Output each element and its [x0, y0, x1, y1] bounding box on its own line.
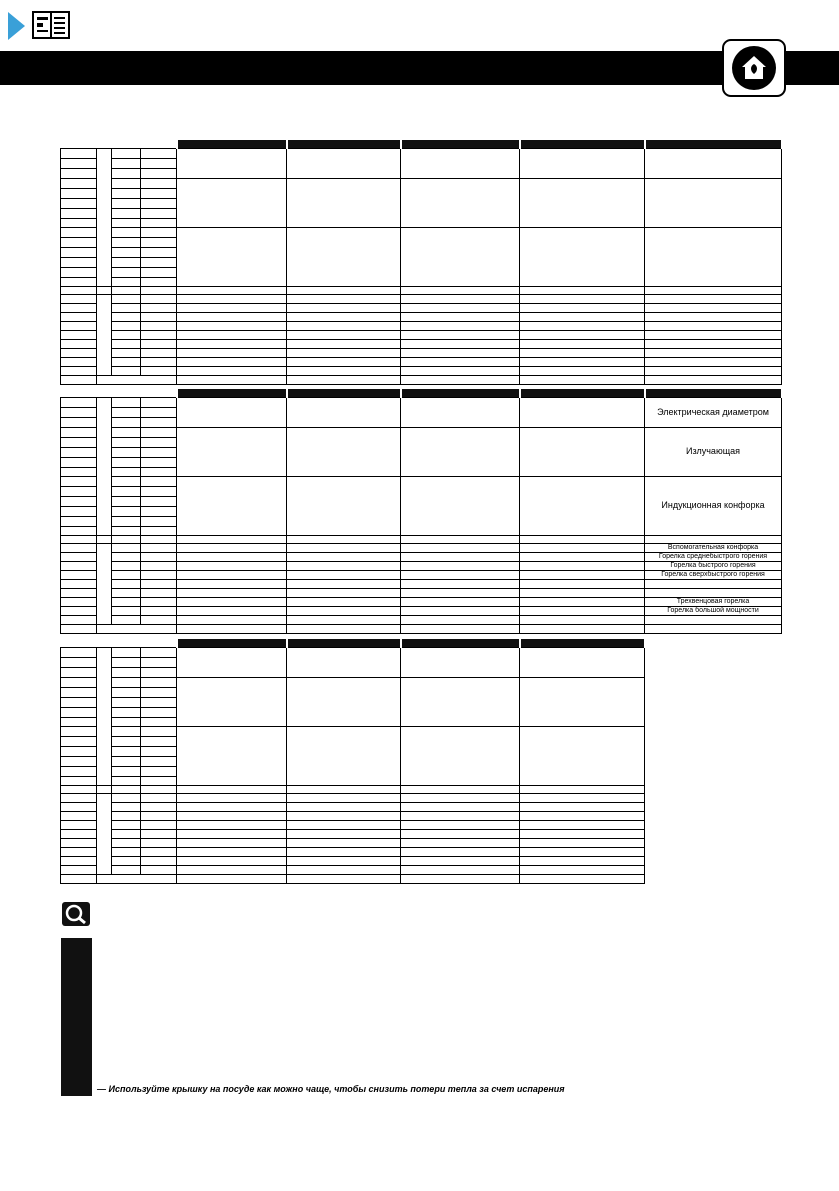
home-button[interactable] [722, 39, 786, 97]
burner-ultra-rapid: Горелка сверхбыстрого горения [645, 570, 782, 579]
tip-sidebar [61, 938, 92, 1096]
tip-text: — Используйте крышку на посуде как можно чаще, чтобы снизить потери тепла за счет испарения [97, 1084, 565, 1094]
burner-auxiliary: Вспомогательная конфорка [645, 543, 782, 552]
header-bar [0, 51, 839, 85]
play-icon [8, 12, 25, 40]
burner-radiant: Излучающая [645, 427, 782, 476]
table-1 [60, 140, 783, 385]
burner-induction: Индукционная конфорка [645, 476, 782, 535]
burner-semi-rapid: Горелка среднебыстрого горения [645, 552, 782, 561]
burner-rapid: Горелка быстрого горения [645, 561, 782, 570]
burner-high-power: Горелка большой мощности [645, 606, 782, 615]
magnifier-icon [62, 902, 90, 926]
burner-triple-crown: Трехвенцовая горелка [645, 597, 782, 606]
table-2 [60, 389, 783, 634]
burner-electric: Электрическая диаметром [645, 397, 782, 427]
table-3 [60, 639, 646, 884]
home-icon [732, 46, 776, 90]
manual-icon [32, 11, 70, 39]
